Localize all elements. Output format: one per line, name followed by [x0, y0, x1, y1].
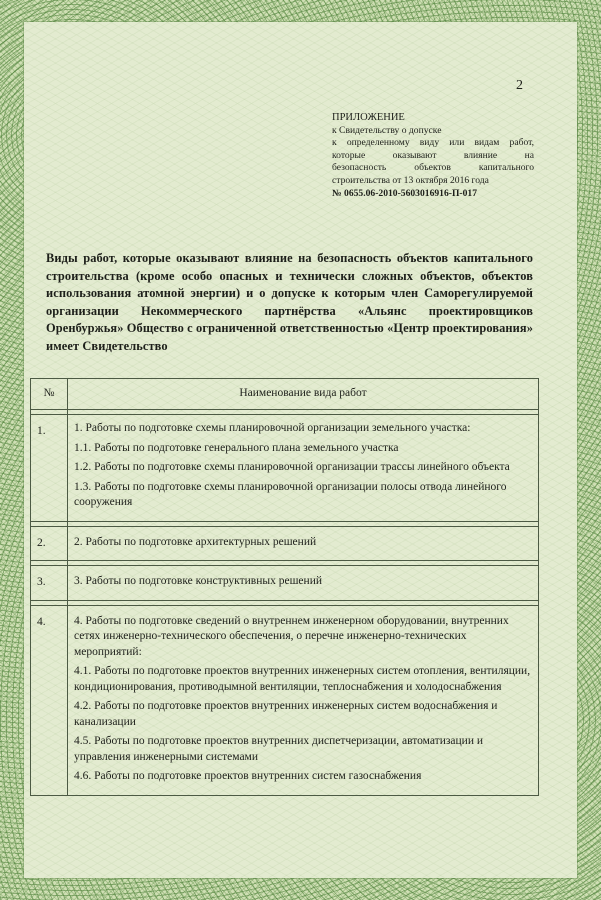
annex-line-2: к определенному виду или видам работ,: [332, 137, 534, 149]
row-number: 3.: [31, 566, 68, 601]
works-table: [30, 378, 539, 796]
header-num: №: [31, 379, 68, 410]
annex-title: ПРИЛОЖЕНИЕ: [332, 112, 405, 123]
row-content: [68, 526, 539, 561]
row-number: 1.: [31, 415, 68, 522]
annex-line-5: строительства от 13 октября 2016 года: [332, 174, 489, 186]
annex-line-1: к Свидетельству о допуске: [332, 124, 442, 136]
work-item: 1. Работы по подготовке схемы планировочной организации земельного участка:: [74, 422, 471, 434]
row-number: 4.: [31, 605, 68, 795]
header-work-name: Наименование вида работ: [68, 379, 539, 410]
table-row: [31, 566, 539, 601]
table-row: [31, 605, 539, 795]
work-item: 4.2. Работы по подготовке проектов внутренних инженерных систем водоснабжения и канализации: [74, 700, 498, 728]
work-item: 2. Работы по подготовке архитектурных решений: [74, 535, 317, 548]
row-number: 2.: [31, 526, 68, 561]
work-item: 3. Работы по подготовке конструктивных решений: [74, 575, 322, 587]
table-header-row: [31, 379, 539, 410]
table-row: [31, 415, 539, 522]
row-content: [68, 415, 539, 522]
annex-line-4: безопасность объектов капитального: [332, 162, 534, 174]
annex-line-3: которые оказывают влияние на: [332, 149, 534, 161]
work-item: 1.2. Работы по подготовке схемы планировочной организации трассы линейного объекта: [74, 461, 510, 473]
certificate-number: № 0655.06-2010-5603016916-П-017: [332, 187, 478, 199]
row-content: [68, 605, 539, 795]
work-item: 4.5. Работы по подготовке проектов внутренних диспетчеризации, автоматизации и управления инженерными системами: [74, 735, 483, 763]
intro-paragraph: Виды работ, которые оказывают влияние на безопасность объектов капитального строительства (кроме особо опасных и технически сложных объектов, объектов использования атомной энергии) и о допуске к которым член Саморегулируемой организации Некоммерческого партнёрства «Альянс проектировщиков Оренбуржья» Общество с ограниченной ответственностью «Центр проектирования» имеет Свидетельство: [46, 251, 533, 353]
work-item: 4.1. Работы по подготовке проектов внутренних инженерных систем отопления, вентиляции, кондиционирования, противодымной вентиляции, теплоснабжения и холодоснабжения: [74, 665, 531, 693]
row-content: [68, 566, 539, 601]
page-number: 2: [516, 78, 523, 93]
work-item: 4. Работы по подготовке сведений о внутреннем инженерном оборудовании, внутренних сетях инженерно-технического обеспечения, о перечне инженерно-технических мероприятий:: [74, 614, 509, 658]
work-item: 4.6. Работы по подготовке проектов внутренних систем газоснабжения: [74, 770, 422, 782]
annex-header: [332, 112, 534, 200]
table-row: [31, 526, 539, 561]
work-item: 1.3. Работы по подготовке схемы планировочной организации полосы отвода линейного сооружения: [74, 480, 507, 508]
work-item: 1.1. Работы по подготовке генерального плана земельного участка: [74, 441, 399, 454]
